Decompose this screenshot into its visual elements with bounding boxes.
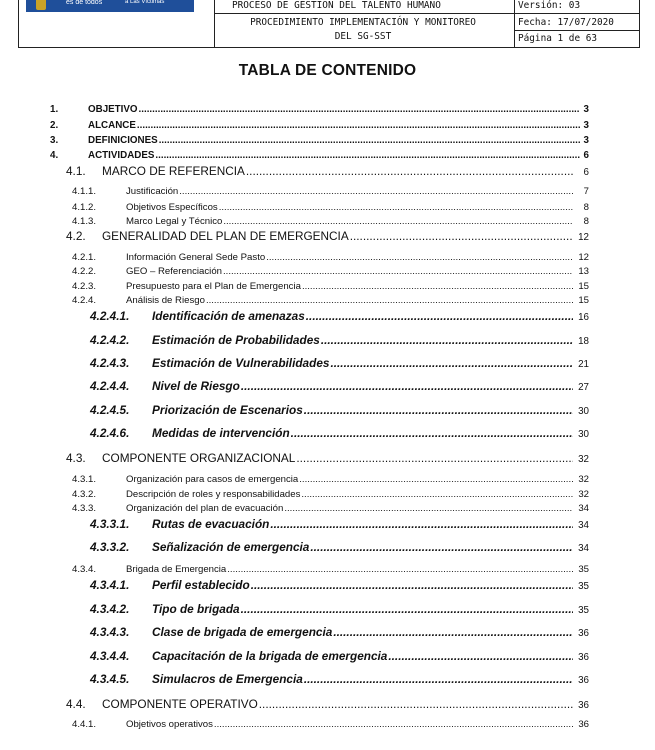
toc-entry[interactable] [72,295,589,308]
toc-label: COMPONENTE OPERATIVO [102,697,258,711]
toc-page: 36 [578,652,589,663]
toc-number: 4.1.1. [72,186,97,197]
toc-entry[interactable] [66,164,589,180]
toc-entry[interactable] [90,672,589,688]
toc-label: Priorización de Escenarios [152,403,303,417]
toc-entry[interactable] [72,719,589,732]
toc-leader [284,503,573,514]
toc-number: 4.1.2. [72,202,97,213]
toc-label: Señalización de emergencia [152,540,310,554]
toc-number: 4.3.1. [72,474,97,485]
logo-text: a Las Víctimas [125,0,165,5]
toc-label: Descripción de roles y responsabilidades [126,489,301,500]
toc-page: 34 [578,520,589,531]
toc-number: 4.2.4.1. [90,309,130,323]
toc-number: 4.1.3. [72,216,97,227]
toc-leader [330,356,573,370]
institution-logo [26,0,194,12]
toc-label: Organización del plan de evacuación [126,503,284,514]
toc-page: 15 [578,295,589,306]
toc-leader [137,120,580,131]
toc-page: 27 [578,382,589,393]
toc-leader [321,333,573,347]
toc-label: DEFINICIONES [88,135,158,146]
toc-entry[interactable] [72,202,589,215]
toc-leader [241,602,573,616]
toc-page: 35 [578,581,589,592]
toc-leader [259,697,573,711]
toc-page: 30 [578,406,589,417]
toc-page: 7 [583,186,589,197]
toc-number: 4.2.4.6. [90,426,130,440]
toc-number: 4.4. [66,697,86,711]
procedure-title-line1: PROCEDIMIENTO IMPLEMENTACIÓN Y MONITOREO [250,17,476,28]
toc-leader [139,104,580,115]
toc-label: Estimación de Probabilidades [152,333,320,347]
toc-entry[interactable] [90,379,589,395]
toc-label: Presupuesto para el Plan de Emergencia [126,281,301,292]
toc-page: 30 [578,429,589,440]
toc-page: 15 [578,281,589,292]
toc-entry[interactable] [90,356,589,372]
toc-leader [227,564,573,575]
toc-entry[interactable] [90,333,589,349]
toc-label: Información General Sede Pasto [126,252,266,263]
toc-label: GEO – Referenciación [126,266,222,277]
toc-leader [214,719,573,730]
toc-leader [350,229,573,243]
toc-number: 4. [50,150,59,161]
toc-leader [301,489,573,500]
toc-number: 4.2.4.2. [90,333,130,347]
toc-label: Perfil establecido [152,578,250,592]
toc-entry[interactable] [90,517,589,533]
toc-label: Justificación [126,186,179,197]
toc-label: GENERALIDAD DEL PLAN DE EMERGENCIA [102,229,349,243]
toc-label: Estimación de Vulnerabilidades [152,356,330,370]
toc-entry[interactable] [66,451,589,467]
toc-page: 18 [578,336,589,347]
toc-leader [206,295,573,306]
toc-leader [333,625,573,639]
toc-number: 2. [50,120,59,131]
toc-entry[interactable] [90,309,589,325]
toc-number: 4.3.3.1. [90,517,130,531]
toc-number: 4.2.4.5. [90,403,130,417]
toc-page: 13 [578,266,589,277]
toc-label: Capacitación de la brigada de emergencia [152,649,388,663]
toc-page: 32 [578,474,589,485]
toc-leader [223,266,573,277]
toc-entry[interactable] [72,474,589,487]
toc-page: 36 [578,675,589,686]
toc-label: ALCANCE [88,120,136,131]
toc-page: 8 [583,202,589,213]
toc-label: Identificación de amenazas [152,309,305,323]
toc-page: 32 [578,454,589,465]
toc-leader [241,379,573,393]
process-name: PROCESO DE GESTIÓN DEL TALENTO HUMANO [232,0,441,11]
toc-label: COMPONENTE ORGANIZACIONAL [102,451,296,465]
toc-number: 4.3.3. [72,503,97,514]
toc-leader [304,672,573,686]
toc-page: 16 [578,312,589,323]
toc-number: 4.3.4.4. [90,649,130,663]
toc-number: 4.3.4. [72,564,97,575]
toc-number: 4.2.2. [72,266,97,277]
toc-entry[interactable] [90,403,589,419]
toc-entry[interactable] [66,697,589,713]
toc-label: ACTIVIDADES [88,150,155,161]
toc-label: Objetivos operativos [126,719,213,730]
toc-page: 12 [578,252,589,263]
toc-label: Rutas de evacuación [152,517,270,531]
toc-number: 4.2.4.3. [90,356,130,370]
toc-leader [266,252,573,263]
page-label: Página 1 de 63 [518,33,598,44]
toc-page: 35 [578,605,589,616]
toc-label: Clase de brigada de emergencia [152,625,333,639]
toc-number: 4.4.1. [72,719,97,730]
toc-number: 4.3.4.2. [90,602,130,616]
header-divider [514,0,515,47]
toc-label: Nivel de Riesgo [152,379,240,393]
toc-number: 1. [50,104,59,115]
toc-entry[interactable] [90,649,589,665]
toc-number: 4.3.2. [72,489,97,500]
toc-label: Marco Legal y Técnico [126,216,223,227]
toc-leader [299,474,573,485]
toc-leader [310,540,573,554]
toc-number: 4.2.4.4. [90,379,130,393]
toc-page: 8 [583,216,589,227]
toc-leader [179,186,573,197]
toc-page: 36 [578,628,589,639]
toc-entry[interactable] [50,135,589,149]
toc-leader [306,309,573,323]
toc-page: 12 [578,232,589,243]
toc-leader [219,202,573,213]
toc-leader [304,403,573,417]
toc-page: 34 [578,503,589,514]
toc-leader [155,150,580,161]
toc-leader [223,216,573,227]
toc-entry[interactable] [90,540,589,556]
toc-number: 4.2. [66,229,86,243]
toc-page: 3 [583,120,589,131]
toc-page: 21 [578,359,589,370]
toc-number: 4.1. [66,164,86,178]
coat-of-arms-icon [36,0,46,10]
toc-entry[interactable] [50,120,589,134]
toc-label: Medidas de intervención [152,426,290,440]
version-label: Versión: 03 [518,0,581,11]
toc-entry[interactable] [66,229,589,245]
toc-number: 4.3.4.5. [90,672,130,686]
toc-entry[interactable] [90,426,589,442]
header-divider [214,13,639,14]
toc-label: Objetivos Específicos [126,202,218,213]
toc-number: 4.2.1. [72,252,97,263]
toc-label: OBJETIVO [88,104,138,115]
toc-label: Brigada de Emergencia [126,564,227,575]
toc-entry[interactable] [50,104,589,118]
toc-number: 4.3.4.1. [90,578,130,592]
page-title: TABLA DE CONTENIDO [238,62,417,79]
toc-page: 6 [583,150,589,161]
toc-entry[interactable] [72,252,589,265]
toc-label: Organización para casos de emergencia [126,474,299,485]
toc-number: 3. [50,135,59,146]
toc-leader [270,517,573,531]
toc-page: 36 [578,700,589,711]
toc-leader [296,451,573,465]
date-label: Fecha: 17/07/2020 [518,17,614,28]
toc-number: 4.3.4.3. [90,625,130,639]
toc-page: 36 [578,719,589,730]
toc-entry[interactable] [72,489,589,502]
toc-entry[interactable] [90,625,589,641]
toc-page: 34 [578,543,589,554]
toc-entry[interactable] [90,578,589,594]
toc-leader [246,164,573,178]
toc-entry[interactable] [72,186,589,199]
procedure-title-line2: DEL SG-SST [334,31,392,42]
toc-number: 4.3.3.2. [90,540,130,554]
toc-page: 32 [578,489,589,500]
toc-entry[interactable] [72,266,589,279]
toc-leader [251,578,573,592]
toc-entry[interactable] [72,564,589,577]
toc-page: 35 [578,564,589,575]
toc-page: 3 [583,104,589,115]
toc-label: Simulacros de Emergencia [152,672,303,686]
toc-label: Análisis de Riesgo [126,295,205,306]
logo-text: es de todos [66,0,103,6]
toc-entry[interactable] [72,216,589,229]
toc-leader [388,649,573,663]
toc-entry[interactable] [72,281,589,294]
toc-number: 4.2.3. [72,281,97,292]
toc-label: MARCO DE REFERENCIA [102,164,245,178]
toc-leader [302,281,573,292]
toc-page: 3 [583,135,589,146]
toc-label: Tipo de brigada [152,602,240,616]
toc-entry[interactable] [50,150,589,164]
toc-entry[interactable] [72,503,589,516]
toc-entry[interactable] [90,602,589,618]
header-divider [514,30,639,31]
toc-leader [159,135,580,146]
toc-page: 6 [583,167,589,178]
toc-number: 4.3. [66,451,86,465]
toc-number: 4.2.4. [72,295,97,306]
toc-leader [291,426,573,440]
